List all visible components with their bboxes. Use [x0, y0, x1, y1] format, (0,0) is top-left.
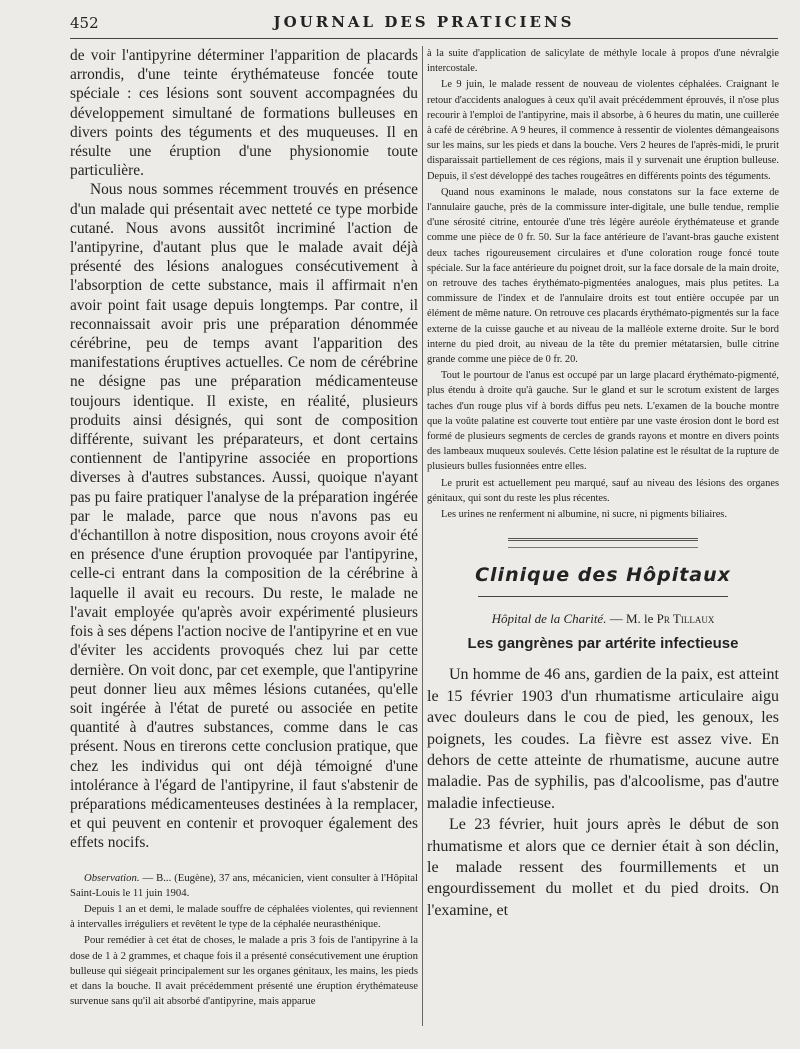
professor-name: Pr Tillaux	[656, 611, 715, 627]
article-title: Les gangrènes par artérite infectieuse	[467, 635, 739, 653]
paragraph: Les urines ne renferment ni albumine, ni sucre, ni pigments biliaires.	[441, 509, 727, 521]
hospital-byline	[427, 611, 779, 627]
column-divider	[422, 46, 423, 1026]
running-header	[70, 12, 778, 39]
observation-continued	[427, 46, 779, 522]
paragraph: Quand nous examinons le malade, nous constatons sur la face externe de l'annulaire gauche, près de la commissure inter-digitale, une bulle tendue, remplie d'une sérosité citrine, entourée d'une très légère auréole érythémateuse et grande comme une pièce de 0 fr. 50. Sur la face antérieure de l'avant-bras gauche existent deux taches rigoureusement circulaires et d'une coloration rouge foncé toute spéciale. Sur la face antérieure du poignet droit, sur la face dorsale de la main droite, on retrouve des taches érythémato-pigmentées analogues, mais plus petites. La commissure de l'index et de l'annulaire droits est tout entière occupée par un élément de même nature. On retrouve ces placards érythémato-pigmentés sur la face externe de la cuisse gauche et au niveau de la malléole externe droite. Sur le bord interne du pied droit, au niveau de la tête du premier métatarsien, bulle citrine grande comme une pièce de 0 fr. 20.	[427, 186, 779, 366]
ornamental-rule	[508, 538, 698, 548]
page-number: 452	[70, 14, 99, 32]
byline-separator: — M. le	[606, 611, 657, 627]
observation-block	[70, 871, 418, 1010]
paragraph: Tout le pourtour de l'anus est occupé par un large placard érythémato-pigmenté, plus étendu à droite qu'à gauche. Sur le gland et sur le scrotum existent de larges taches d'un rouge plus vif à bords diffus peu nets. L'examen de la bouche montre que la voûte palatine est couverte tout entière par une vaste érosion dont le bord est formé de plusieurs segments de cercles de grands rayons et montre en divers points des lambeaux muqueux soulevés. Cette lésion palatine est le résultat de la rupture de plusieurs bulles fusionnées entre elles.	[427, 370, 779, 473]
heading-rule	[478, 596, 728, 597]
paragraph: Un homme de 46 ans, gardien de la paix, est atteint le 15 février 1903 d'un rhumatisme articulaire aigu avec douleurs dans le cou de pied, les genoux, les poignets, les coudes. La fièvre est assez vive. En dehors de cette atteinte de rhumatisme, aucune autre maladie. Pas de syphilis, pas d'alcoolisme, pas d'autre maladie infectieuse.	[427, 666, 779, 812]
paragraph: Le prurit est actuellement peu marqué, sauf au niveau des lésions des organes génitaux, qui sont du reste les plus récentes.	[427, 477, 779, 504]
hospital-name: Hôpital de la Charité.	[491, 611, 607, 627]
left-main-text	[70, 46, 418, 853]
observation-first: — B... (Eugène), 37 ans, mécanicien, vient consulter à l'Hôpital Saint-Louis le 11 juin 1904.	[70, 871, 418, 899]
paragraph: Nous nous sommes récemment trouvés en présence d'un malade qui présentait avec netteté ce type morbide cutané. Nous avons aussitôt incriminé l'action de l'antipyrine, d'autant plus que le malade avait déjà présenté des lésions analogues consécutivement à l'absorption de cette substance, mais il affirmait n'en avoir point fait usage depuis longtemps. Par contre, il reconnaissait avoir pris une préparation dénommée cérébrine, peu de temps avant l'apparition des manifestations éruptives actuelles. Ce nom de cérébrine ne désigne pas une préparation médicamenteuse toujours identique. Il existe, en réalité, plusieurs produits ainsi désignés, qui sont de composition différente, suivant les préparateurs, et dont certains contiennent de l'antipyrine associée en proportions diverses à d'autres substances. Aussi, quoique n'ayant pas pu faire pratiquer l'analyse de la préparation ingérée par le malade, parce que nous n'avons pas eu d'échantillon à notre disposition, nous croyons avoir été en présence d'une éruption provoquée par l'antipyrine, celle-ci entrant dans la composition de la cérébrine à laquelle il avait eu recours. Du reste, le malade ne l'avait employée qu'après avoir expérimenté plusieurs fois à ses dépens l'action nocive de l'antipyrine et en vue d'éviter les accidents provoqués chez lui par cette dernière. On voit donc, par cet exemple, que l'antipyrine peut donner lieu aux mêmes lésions cutanées, qu'elle soit ingérée à l'état de pureté ou associée en petite quantité à d'autres substances, comme dans le cas présent. Nous en tirerons cette conclusion pratique, que chez les individus qui ont déjà témoigné d'une intolérance à l'égard de l'antipyrine, il faut s'abstenir de préparations médicamenteuses destinées à la remplacer, et qui peuvent en contenir et provoquer également des effets nocifs.	[70, 181, 418, 852]
article-body	[427, 664, 779, 921]
paragraph: Depuis 1 an et demi, le malade souffre de céphalées violentes, qui reviennent à intervalles irréguliers et revêtent le type de la céphalée neurasthénique.	[70, 902, 418, 931]
paragraph: Le 9 juin, le malade ressent de nouveau de violentes céphalées. Craignant le retour d'accidents analogues à ceux qu'il avait précédemment éprouvés, il n'ose plus recourir à l'emploi de l'antipyrine, mais il absorbe, à 6 heures du matin, une cuillerée à café de cérébrine. A 9 heures, il commence à ressentir de violentes démangeaisons sur les mains, sur les pieds et dans la bouche. Vers 2 heures de l'après-midi, le prurit disparaissait partiellement de ces régions, mais il y survenait une éruption bulleuse. Depuis, il s'est développé des taches rougeâtres en différents points des téguments.	[427, 79, 779, 182]
paragraph: Pour remédier à cet état de choses, le malade a pris 3 fois de l'antipyrine à la dose de 1 à 2 grammes, et chaque fois il a présenté consécutivement une éruption bulleuse qui siégeait principalement sur les organes génitaux, les mains, les pieds et dans la bouche. Il avait précédemment présenté une éruption érythémateuse survenue sans qu'il ait absorbé d'antipyrine, mais apparue	[70, 934, 418, 1008]
right-column	[427, 46, 779, 921]
paragraph: de voir l'antipyrine déterminer l'apparition de placards arrondis, d'une teinte érythémateuse foncée toute spéciale : ces lésions sont souvent accompagnées du développement simultané de formations bulleuses en divers points des téguments et des muqueuses. Il en résulte une éruption d'une physionomie toute particulière.	[70, 47, 418, 180]
left-column	[70, 46, 418, 1010]
observation-intro	[70, 871, 418, 901]
journal-title: JOURNAL DES PRATICIENS	[273, 13, 575, 31]
observation-label: Observation.	[84, 871, 140, 884]
paragraph: Le 23 février, huit jours après le début de son rhumatisme et alors que ce dernier était à son déclin, le malade ressent des fourmillements et un engourdissement du mollet et du pied droits. On l'examine, et	[427, 816, 779, 919]
section-heading: Clinique des Hôpitaux	[475, 564, 731, 587]
paragraph: à la suite d'application de salicylate de méthyle locale à propos d'une névralgie intercostale.	[427, 48, 779, 75]
